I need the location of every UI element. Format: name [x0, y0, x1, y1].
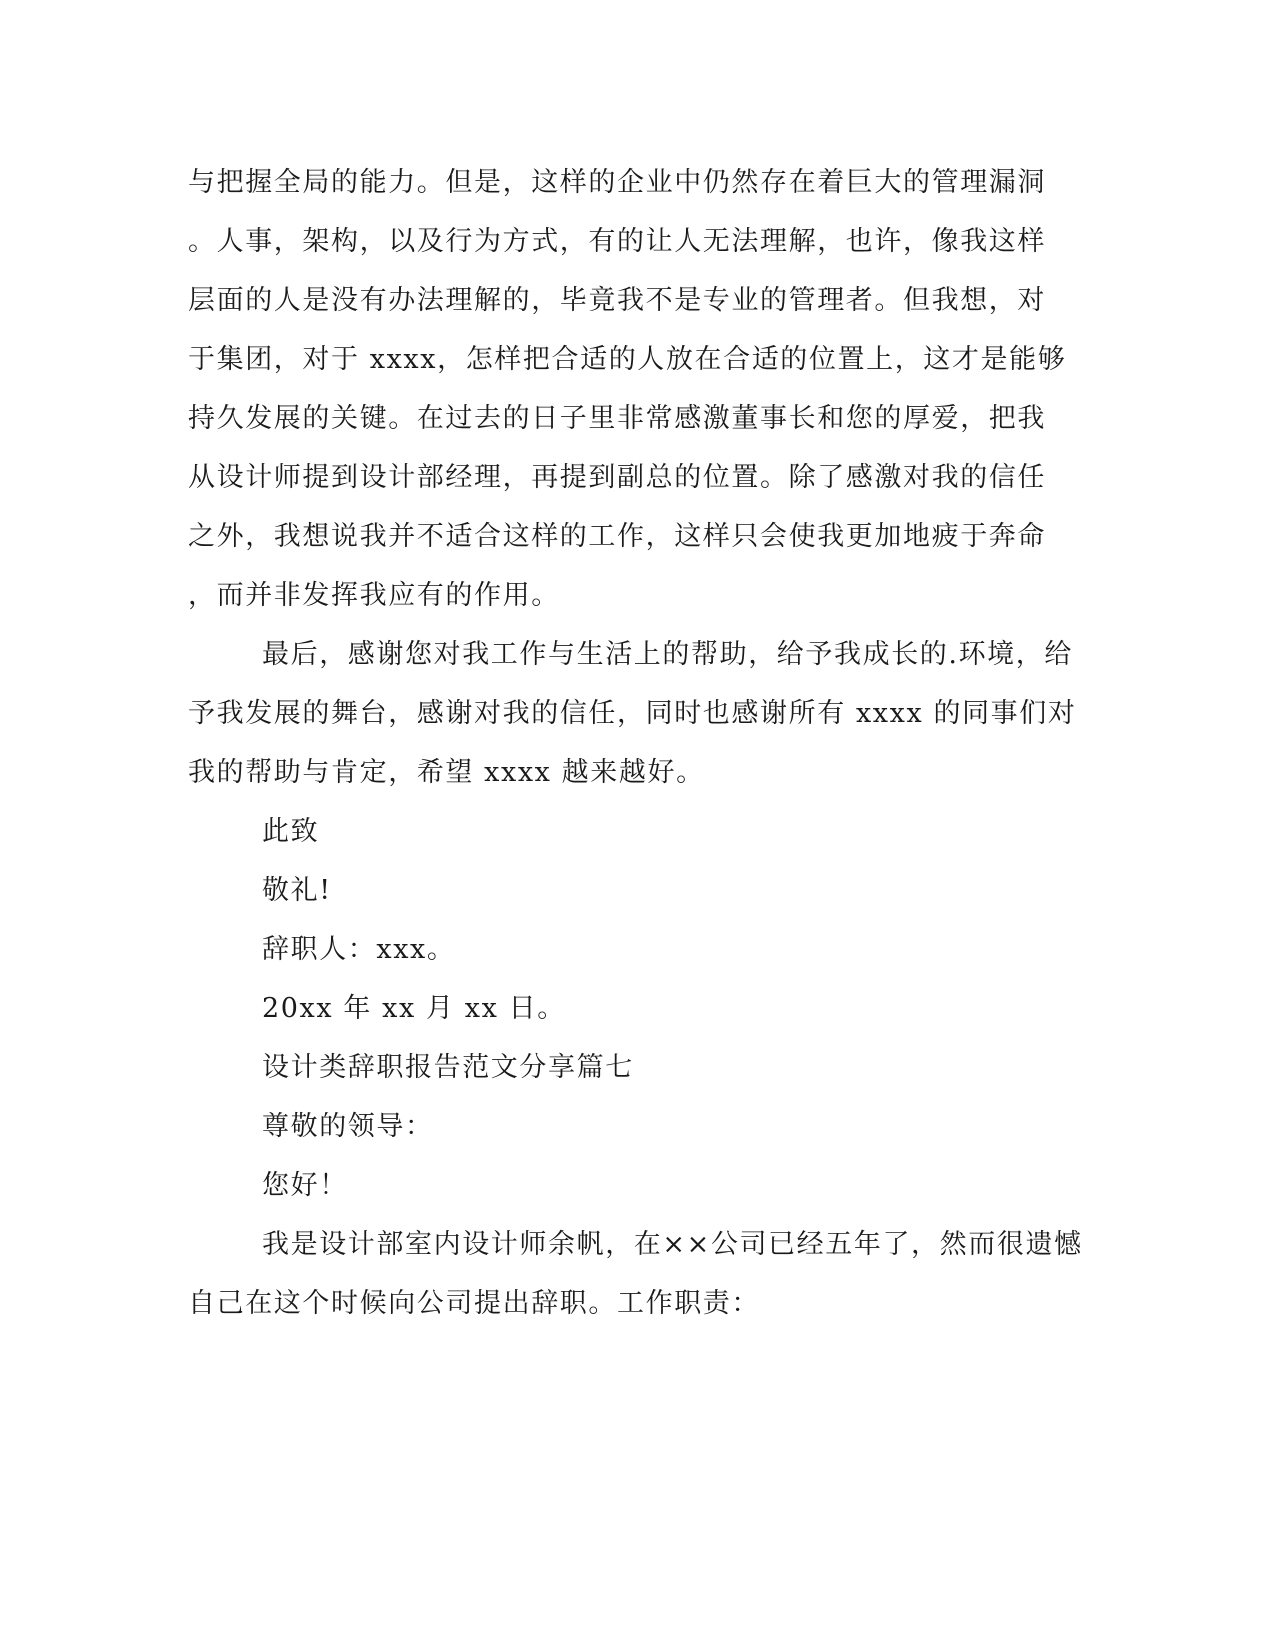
body-text-line: 我的帮助与肯定，希望 xxxx 越来越好。: [188, 757, 705, 788]
body-text-line: ，而并非发挥我应有的作用。: [188, 580, 560, 611]
body-text-line: 予我发展的舞台，感谢对我的信任，同时也感谢所有 xxxx 的同事们对: [188, 698, 1077, 729]
paragraph-first-line: 最后，感谢您对我工作与生活上的帮助，给予我成长的.环境，给: [262, 639, 1073, 670]
paragraph-first-line: 我是设计部室内设计师余帆，在××公司已经五年了，然而很遗憾: [262, 1229, 1083, 1260]
closing-salutation: 此致: [262, 816, 320, 847]
section-heading: 设计类辞职报告范文分享篇七: [262, 1052, 634, 1083]
closing-regards: 敬礼!: [262, 875, 332, 906]
body-text-line: 之外，我想说我并不适合这样的工作，这样只会使我更加地疲于奔命: [188, 521, 1046, 552]
body-text-line: 于集团，对于 xxxx，怎样把合适的人放在合适的位置上，这才是能够: [188, 344, 1067, 375]
signature-line: 辞职人：xxx。: [262, 934, 456, 965]
greeting-recipient: 尊敬的领导：: [262, 1111, 434, 1142]
greeting: 您好！: [262, 1170, 348, 1201]
body-text-line: 自己在这个时候向公司提出辞职。工作职责：: [188, 1288, 760, 1319]
body-text-line: 与把握全局的能力。但是，这样的企业中仍然存在着巨大的管理漏洞: [188, 167, 1046, 198]
body-text-line: 。人事，架构，以及行为方式，有的让人无法理解，也许，像我这样: [188, 226, 1046, 257]
date-line: 20xx 年 xx 月 xx 日。: [262, 993, 566, 1024]
body-text-line: 层面的人是没有办法理解的，毕竟我不是专业的管理者。但我想，对: [188, 285, 1046, 316]
body-text-line: 持久发展的关键。在过去的日子里非常感激董事长和您的厚爱，把我: [188, 403, 1046, 434]
body-text-line: 从设计师提到设计部经理，再提到副总的位置。除了感激对我的信任: [188, 462, 1046, 493]
